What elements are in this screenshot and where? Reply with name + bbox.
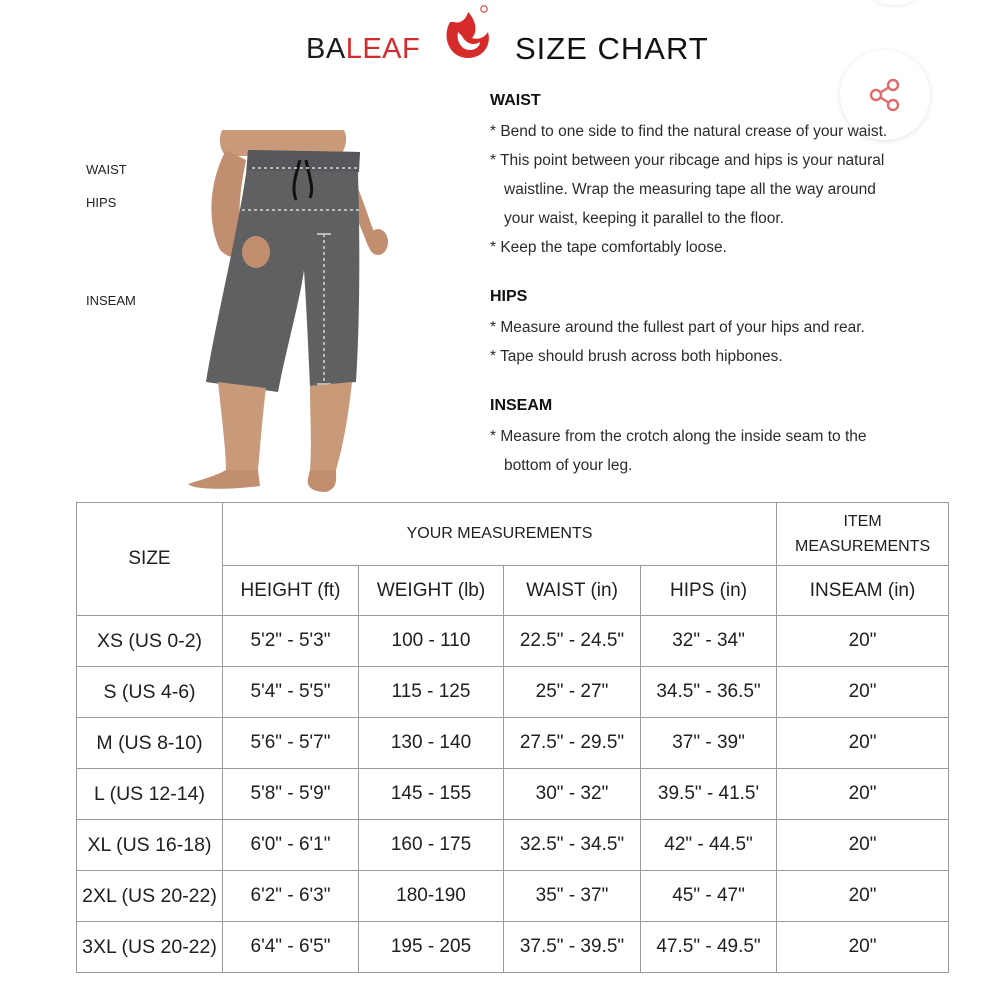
cell-height: 5'8" - 5'9": [223, 769, 359, 820]
item-header-line1: ITEM: [843, 513, 882, 530]
cell-waist: 25" - 27": [504, 667, 641, 718]
cell-inseam: 20": [777, 718, 949, 769]
page-title: SIZE CHART: [515, 31, 709, 66]
size-table: [76, 502, 949, 973]
cell-waist: 37.5" - 39.5": [504, 922, 641, 973]
table-row: [77, 616, 949, 667]
table-row: [77, 667, 949, 718]
cell-size: 2XL (US 20-22): [77, 871, 223, 922]
measurements-group-header: YOUR MEASUREMENTS: [223, 503, 777, 566]
cell-hips: 39.5" - 41.5': [641, 769, 777, 820]
size-rows: [77, 616, 949, 973]
cell-size: XS (US 0-2): [77, 616, 223, 667]
guide-line: bottom of your leg.: [504, 457, 633, 474]
cell-height: 6'4" - 6'5": [223, 922, 359, 973]
col-header-waist: WAIST (in): [504, 566, 641, 616]
guide-waist-title: WAIST: [490, 92, 541, 109]
cell-inseam: 20": [777, 820, 949, 871]
cell-height: 6'0" - 6'1": [223, 820, 359, 871]
cell-height: 5'6" - 5'7": [223, 718, 359, 769]
guide-line: * Measure around the fullest part of your hips and rear.: [490, 319, 865, 336]
cell-hips: 47.5" - 49.5": [641, 922, 777, 973]
cell-inseam: 20": [777, 616, 949, 667]
cell-weight: 100 - 110: [359, 616, 504, 667]
cell-height: 5'4" - 5'5": [223, 667, 359, 718]
guide-line: your waist, keeping it parallel to the floor.: [504, 210, 785, 227]
brand-main: BA: [306, 33, 346, 65]
cell-waist: 30" - 32": [504, 769, 641, 820]
guide-hips: [490, 288, 960, 371]
cell-waist: 27.5" - 29.5": [504, 718, 641, 769]
col-header-inseam: INSEAM (in): [777, 566, 949, 616]
baleaf-leaf-logo: [432, 2, 496, 66]
guide-line: waistline. Wrap the measuring tape all the way around: [504, 181, 876, 198]
cell-hips: 34.5" - 36.5": [641, 667, 777, 718]
table-header-row: [77, 503, 949, 566]
cell-weight: 145 - 155: [359, 769, 504, 820]
guide-line: * This point between your ribcage and hips is your natural: [490, 152, 885, 169]
guide-waist: [490, 92, 960, 262]
guide-inseam: [490, 397, 960, 480]
table-row: [77, 769, 949, 820]
cell-size: S (US 4-6): [77, 667, 223, 718]
cell-waist: 35" - 37": [504, 871, 641, 922]
figure-label-hips: HIPS: [86, 195, 117, 210]
cell-waist: 22.5" - 24.5": [504, 616, 641, 667]
guide-line: * Measure from the crotch along the inside seam to the: [490, 428, 867, 445]
table-row: [77, 871, 949, 922]
cell-weight: 195 - 205: [359, 922, 504, 973]
table-row: [77, 718, 949, 769]
figure-label-inseam: INSEAM: [86, 293, 136, 308]
cell-hips: 42" - 44.5": [641, 820, 777, 871]
cell-inseam: 20": [777, 769, 949, 820]
guide-line: * Keep the tape comfortably loose.: [490, 239, 727, 256]
col-header-height: HEIGHT (ft): [223, 566, 359, 616]
cell-weight: 115 - 125: [359, 667, 504, 718]
cell-size: L (US 12-14): [77, 769, 223, 820]
cell-hips: 37" - 39": [641, 718, 777, 769]
top-control: [855, 0, 935, 5]
cell-weight: 130 - 140: [359, 718, 504, 769]
cell-weight: 180-190: [359, 871, 504, 922]
brand-wordmark: [306, 33, 420, 66]
cell-waist: 32.5" - 34.5": [504, 820, 641, 871]
table-row: [77, 922, 949, 973]
cell-hips: 45" - 47": [641, 871, 777, 922]
col-header-hips: HIPS (in): [641, 566, 777, 616]
cell-size: M (US 8-10): [77, 718, 223, 769]
guide-line: * Tape should brush across both hipbones.: [490, 348, 783, 365]
brand-accent: LEAF: [345, 33, 421, 65]
guide-inseam-title: INSEAM: [490, 397, 553, 414]
item-measurements-header: [777, 503, 949, 566]
table-row: [77, 820, 949, 871]
figure-label-waist: WAIST: [86, 162, 127, 177]
cell-height: 6'2" - 6'3": [223, 871, 359, 922]
cell-height: 5'2" - 5'3": [223, 616, 359, 667]
col-header-weight: WEIGHT (lb): [359, 566, 504, 616]
cell-inseam: 20": [777, 922, 949, 973]
cell-size: 3XL (US 20-22): [77, 922, 223, 973]
item-header-line2: MEASUREMENTS: [794, 538, 931, 555]
cell-inseam: 20": [777, 667, 949, 718]
measurement-guide: [490, 92, 960, 506]
cell-hips: 32" - 34": [641, 616, 777, 667]
cell-size: XL (US 16-18): [77, 820, 223, 871]
model-figure: [160, 120, 410, 500]
guide-line: * Bend to one side to find the natural crease of your waist.: [490, 123, 888, 140]
cell-weight: 160 - 175: [359, 820, 504, 871]
guide-hips-title: HIPS: [490, 288, 528, 305]
cell-inseam: 20": [777, 871, 949, 922]
size-header: SIZE: [77, 503, 223, 616]
